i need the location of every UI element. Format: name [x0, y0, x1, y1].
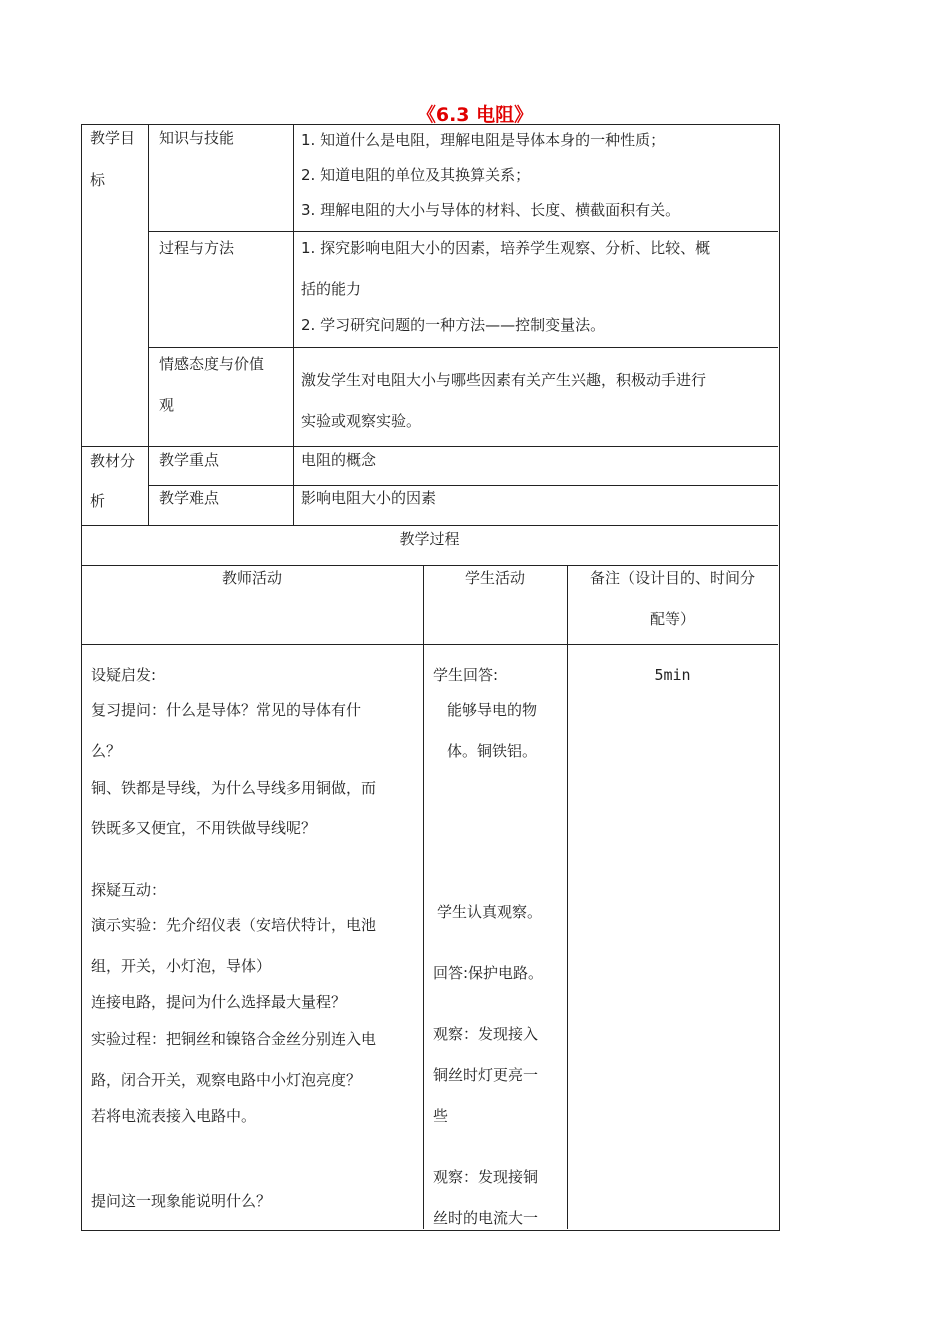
notes-column-header: 备注（设计目的、时间分 [589, 569, 755, 587]
teacher-line: 路，闭合开关，观察电路中小灯泡亮度？ [91, 1071, 362, 1089]
knowledge-item: 3. 理解电阻的大小与导体的材料、长度、横截面积有关。 [301, 201, 681, 219]
goals-label: 教学目 [90, 129, 136, 147]
process-item: 1. 探究影响电阻大小的因素，培养学生观察、分析、比较、概 [301, 239, 711, 257]
knowledge-item: 1. 知道什么是电阻，理解电阻是导体本身的一种性质； [301, 131, 666, 149]
process-item: 2. 学习研究问题的一种方法——控制变量法。 [301, 316, 606, 334]
difficult-point-value: 影响电阻大小的因素 [301, 489, 437, 507]
teacher-line: 连接电路，提问为什么选择最大量程？ [91, 993, 347, 1011]
student-line: 能够导电的物 [447, 701, 538, 719]
emotion-label-cont: 观 [159, 396, 175, 414]
student-line: 铜丝时灯更亮一 [433, 1066, 539, 1084]
materials-label: 教材分 [90, 452, 136, 470]
key-point-label: 教学重点 [159, 451, 220, 469]
teacher-line: 若将电流表接入电路中。 [91, 1107, 257, 1125]
teacher-line: 铜、铁都是导线，为什么导线多用铜做，而 [91, 779, 377, 797]
difficult-point-label: 教学难点 [159, 489, 220, 507]
teacher-line: 实验过程：把铜丝和镍铬合金丝分别连入电 [91, 1030, 377, 1048]
teacher-line: 铁既多又便宜，不用铁做导线呢？ [91, 819, 317, 837]
student-line: 些 [433, 1107, 449, 1125]
student-line: 回答:保护电路。 [433, 964, 544, 982]
key-point-value: 电阻的概念 [301, 451, 377, 469]
student-column-header: 学生活动 [464, 569, 525, 587]
teacher-line: 组，开关，小灯泡，导体） [91, 957, 272, 975]
teacher-line: 复习提问：什么是导体？常见的导体有什 [91, 701, 362, 719]
materials-label-cont: 析 [90, 492, 106, 510]
teacher-line: 设疑启发: [91, 666, 157, 684]
process-header: 教学过程 [399, 530, 460, 548]
page-title: 《6.3 电阻》 [416, 104, 534, 126]
teacher-line: 提问这一现象能说明什么？ [91, 1192, 272, 1210]
teacher-column-header: 教师活动 [221, 569, 282, 587]
teacher-line: 演示实验：先介绍仪表（安培伏特计，电池 [91, 916, 377, 934]
emotion-text-cont: 实验或观察实验。 [301, 412, 422, 430]
goals-label-cont: 标 [90, 171, 106, 189]
knowledge-label: 知识与技能 [159, 129, 235, 147]
student-line: 丝时的电流大一 [433, 1209, 539, 1227]
student-line: 观察：发现接入 [433, 1025, 539, 1043]
notes-time: 5min [654, 666, 691, 684]
student-line: 学生认真观察。 [437, 903, 543, 921]
teacher-line: 探疑互动： [91, 881, 167, 899]
emotion-label: 情感态度与价值 [159, 355, 265, 373]
teacher-line: 么？ [91, 742, 122, 760]
student-line: 体。铜铁铝。 [447, 742, 538, 760]
student-line: 观察：发现接铜 [433, 1168, 539, 1186]
process-item-cont: 括的能力 [301, 280, 362, 298]
notes-column-header-cont: 配等） [649, 610, 695, 628]
emotion-text: 激发学生对电阻大小与哪些因素有关产生兴趣，积极动手进行 [301, 371, 707, 389]
knowledge-item: 2. 知道电阻的单位及其换算关系； [301, 166, 531, 184]
process-label: 过程与方法 [159, 239, 235, 257]
student-line: 学生回答: [433, 666, 499, 684]
